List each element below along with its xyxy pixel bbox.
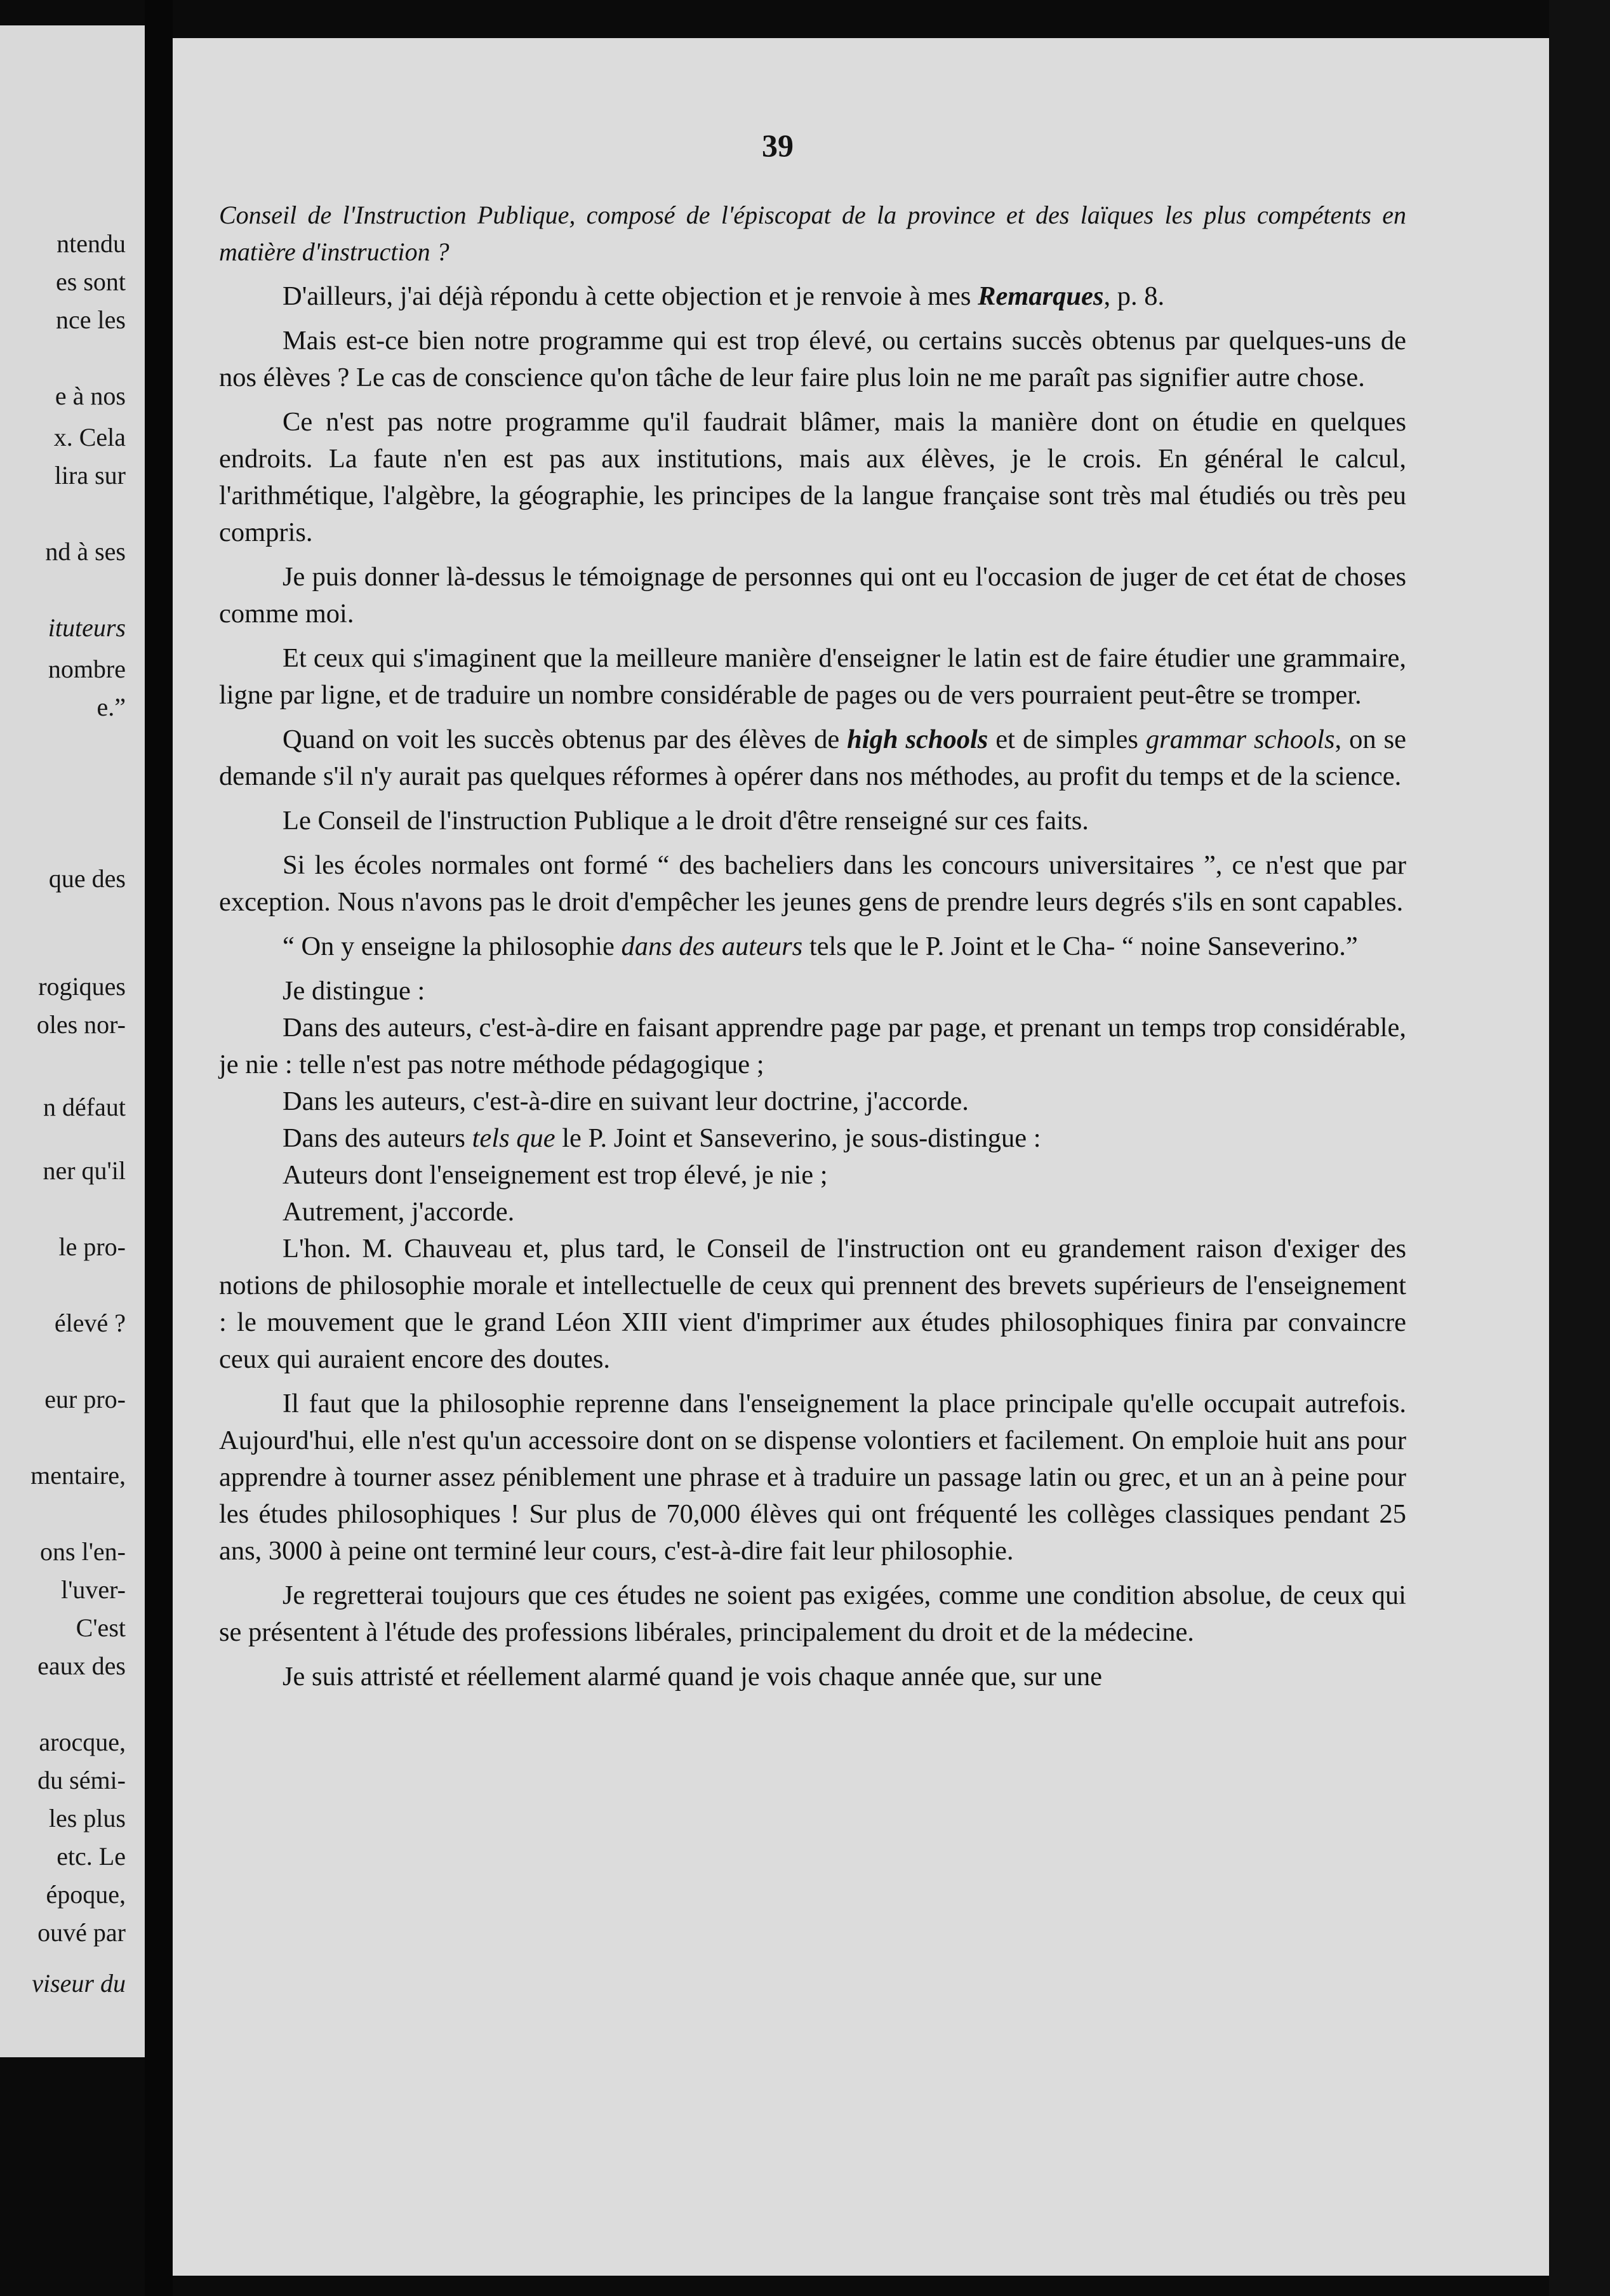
left-page-line: que des <box>48 864 126 893</box>
left-page-line: élevé ? <box>54 1309 126 1337</box>
paragraph: Autrement, j'accorde. <box>283 1197 515 1227</box>
left-page-line: nombre <box>48 655 126 683</box>
left-page-line: les plus <box>48 1804 126 1832</box>
left-page-line: lira sur <box>54 461 126 490</box>
paragraph: Le Conseil de l'instruction Publique a le droit d'être renseigné sur ces faits. <box>283 806 1089 836</box>
paragraph: Je suis attristé et réellement alarmé quand je vois chaque année que, sur une <box>283 1662 1103 1692</box>
body-text <box>219 197 1406 1703</box>
paragraph: Dans les auteurs, c'est-à-dire en suivant leur doctrine, j'accorde. <box>283 1086 969 1116</box>
left-page-line: viseur du <box>32 1969 126 1998</box>
left-page-line: oles nor- <box>36 1010 126 1039</box>
previous-page-fragment <box>0 25 145 2057</box>
left-page-line: e.” <box>96 693 126 721</box>
left-page-line: ons l'en- <box>40 1537 126 1566</box>
paragraph: Conseil de l'Instruction Publique, composé de l'épiscopat de la province et des laïques les plus compétents en matière d'instruction ? <box>219 201 1406 266</box>
left-page-line: nd à ses <box>45 537 126 566</box>
left-page-line: eur pro- <box>44 1385 126 1413</box>
left-page-line: ner qu'il <box>43 1156 126 1185</box>
paragraph: Dans des auteurs tels que le P. Joint et Sanseverino, je sous-distingue : <box>283 1123 1041 1153</box>
paragraph: Ce n'est pas notre programme qu'il faudrait blâmer, mais la manière dont on étudie en quelques endroits. La faute n'en est pas aux institutions, mais aux élèves, je le crois. En général le calcul, l'arithmétique, l'algèbre, la géographie, les principes de la langue française sont très mal étudiés ou très peu compris. <box>219 407 1406 547</box>
paragraph: Mais est-ce bien notre programme qui est trop élevé, ou certains succès obtenus par quelques-uns de nos élèves ? Le cas de conscience qu'on tâche de leur faire plus loin ne me paraît pas signifier autre chose. <box>219 326 1406 392</box>
paragraph: Je distingue : <box>283 976 425 1006</box>
left-page-line: etc. Le <box>57 1842 126 1871</box>
left-page-line: époque, <box>46 1880 126 1909</box>
left-page-line: le pro- <box>58 1232 126 1261</box>
paragraph: L'hon. M. Chauveau et, plus tard, le Conseil de l'instruction ont eu grandement raison d'exiger des notions de philosophie morale et intellectuelle de ceux qui prennent des brevets supérieurs de l'enseignement : le mouvement que le grand Léon XIII vient d'imprimer aux études philosophiques finira par convaincre ceux qui auraient encore des doutes. <box>219 1234 1406 1374</box>
left-page-line: ntendu <box>57 229 126 258</box>
left-page-line: du sémi- <box>37 1766 126 1794</box>
scan-border <box>1549 0 1610 2296</box>
left-page-line: nce les <box>56 305 126 334</box>
left-page-line: mentaire, <box>30 1461 126 1490</box>
left-page-line: eaux des <box>37 1652 126 1680</box>
left-page-line: rogiques <box>38 972 126 1001</box>
paragraph: “ On y enseigne la philosophie dans des auteurs tels que le P. Joint et le Cha- “ noine Sanseverino.” <box>283 931 1358 961</box>
book-gutter <box>145 0 173 2296</box>
left-page-line: ouvé par <box>37 1918 126 1947</box>
page-number: 39 <box>762 128 794 163</box>
paragraph: Dans des auteurs, c'est-à-dire en faisant apprendre page par page, et prenant un temps trop considérable, je nie : telle n'est pas notre méthode pédagogique ; <box>219 1013 1406 1079</box>
left-page-line: es sont <box>56 267 126 296</box>
left-page-line: e à nos <box>55 382 126 410</box>
paragraph: Auteurs dont l'enseignement est trop élevé, je nie ; <box>283 1160 828 1190</box>
left-page-line: n défaut <box>43 1093 126 1121</box>
paragraph: Quand on voit les succès obtenus par des élèves de high schools et de simples grammar schools, on se demande s'il n'y aurait pas quelques réformes à opérer dans nos méthodes, au profit du temps et de la science. <box>219 724 1407 791</box>
paragraph: D'ailleurs, j'ai déjà répondu à cette objection et je renvoie à mes Remarques, p. 8. <box>283 281 1165 311</box>
paragraph: Il faut que la philosophie reprenne dans l'enseignement la place principale qu'elle occupait autrefois. Aujourd'hui, elle n'est qu'un accessoire dont on se dispense volontiers et facilement. On emploie huit ans pour apprendre à tourner assez péniblement une phrase et à traduire un passage latin ou grec, et un an à peine pour les études philosophiques ! Sur plus de 70,000 élèves qui ont fréquenté les collèges classiques pendant 25 ans, 3000 à peine ont terminé leur cours, c'est-à-dire fait leur philosophie. <box>219 1389 1406 1566</box>
left-page-line: C'est <box>76 1613 126 1642</box>
paragraph: Je regretterai toujours que ces études ne soient pas exigées, comme une condition absolue, de ceux qui se présentent à l'étude des professions libérales, principalement du droit et de la médecine. <box>219 1580 1406 1647</box>
paragraph: Et ceux qui s'imaginent que la meilleure manière d'enseigner le latin est de faire étudier une grammaire, ligne par ligne, et de traduire un nombre considérable de pages ou de vers pourraient peut-être se tromper. <box>219 643 1406 710</box>
paragraph: Si les écoles normales ont formé “ des bacheliers dans les concours universitaires ”, ce n'est que par exception. Nous n'avons pas le droit d'empêcher les jeunes gens de prendre leurs degrés s'ils en sont capables. <box>219 850 1406 917</box>
left-page-line: arocque, <box>39 1728 126 1756</box>
left-page-line: x. Cela <box>53 423 126 451</box>
left-page-line: ituteurs <box>48 613 126 642</box>
paragraph: Je puis donner là-dessus le témoignage de personnes qui ont eu l'occasion de juger de cet état de choses comme moi. <box>219 562 1406 629</box>
left-page-line: l'uver- <box>61 1575 126 1604</box>
